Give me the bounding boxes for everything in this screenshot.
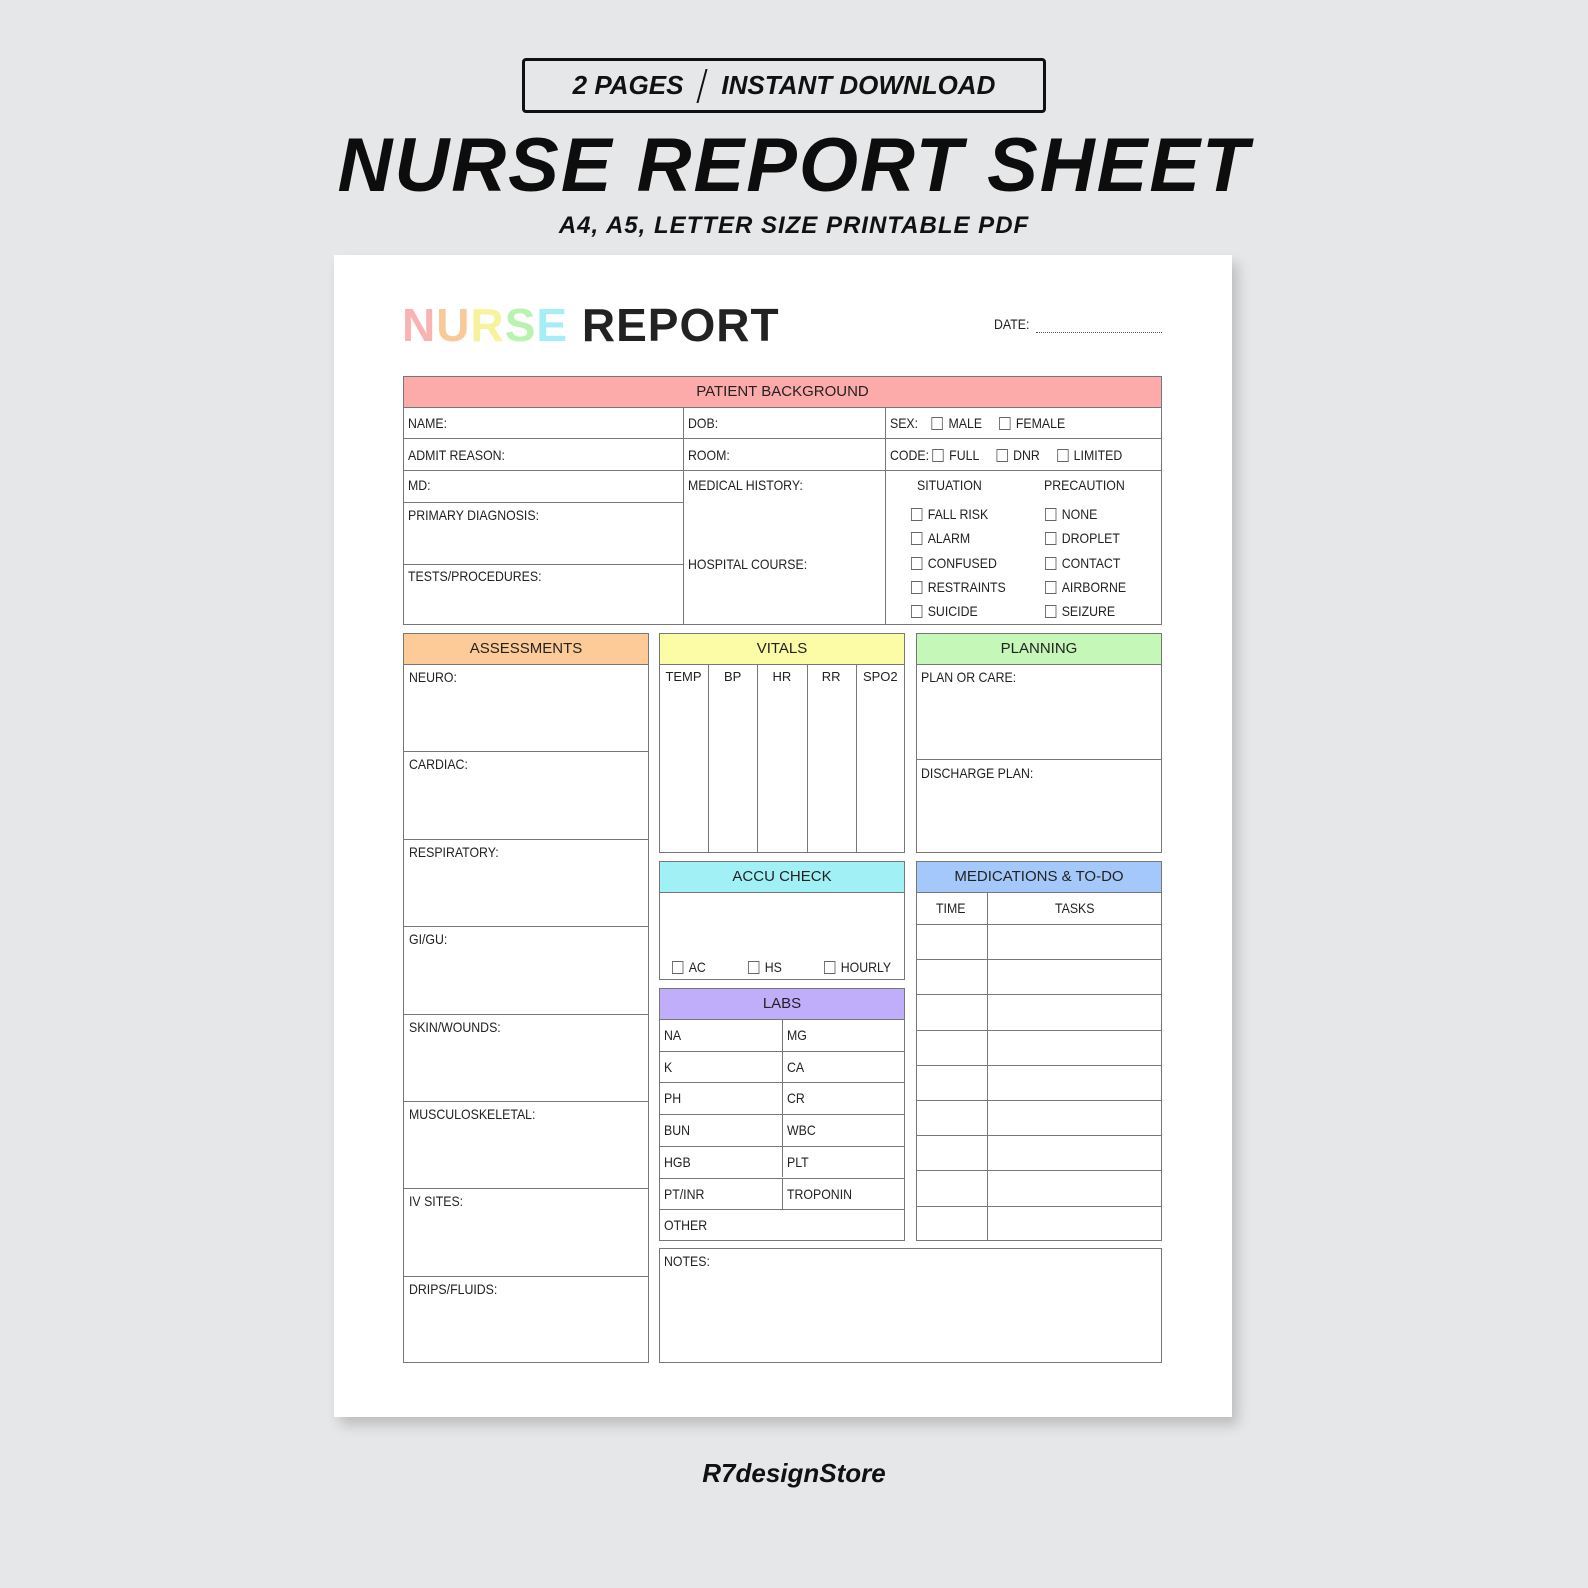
checkbox[interactable] [1045,508,1056,521]
logo-letter: S [504,299,537,351]
option-label: SUICIDE [927,603,978,620]
logo-letter: N [402,299,437,351]
logo-letter: E [536,299,569,351]
option-label: AIRBORNE [1061,578,1127,595]
dnr-label: DNR [1013,447,1040,463]
store-name: R7designStore [702,1458,886,1488]
product-title: NURSE REPORT SHEET [337,123,1251,208]
discharge-plan-field[interactable]: DISCHARGE PLAN: [921,765,1034,781]
assessment-field[interactable]: GI/GU: [409,931,448,948]
planning-header: PLANNING [916,633,1162,665]
logo-nurse [402,298,568,352]
medical-history-field[interactable]: MEDICAL HISTORY: [688,477,803,493]
lab-field[interactable]: PH [664,1090,682,1107]
divider [403,751,649,752]
primary-diagnosis-field[interactable]: PRIMARY DIAGNOSIS: [408,507,539,523]
labs-header: LABS [659,988,905,1020]
divider [782,1019,783,1051]
checkbox[interactable] [911,605,922,618]
assessment-field[interactable]: DRIPS/FLUIDS: [409,1280,498,1297]
divider [403,926,649,927]
checkbox[interactable] [1045,605,1056,618]
divider [782,1114,783,1146]
lab-field[interactable]: K [664,1058,673,1075]
divider [403,1014,649,1015]
tests-procedures-field[interactable]: TESTS/PROCEDURES: [408,568,542,584]
sex-text: SEX: [890,415,919,431]
time-column-header: TIME [936,900,966,916]
med-task-cell[interactable] [988,1101,1161,1134]
divider [403,1188,649,1189]
precaution-heading: PRECAUTION [1044,477,1125,493]
assessment-field[interactable]: CARDIAC: [409,756,468,773]
situation-option[interactable] [911,506,988,522]
patient-background-header: PATIENT BACKGROUND [403,376,1162,408]
checkbox[interactable] [1045,581,1056,594]
female-checkbox[interactable] [999,417,1010,430]
code-text: CODE: [890,447,930,463]
female-label: FEMALE [1015,415,1066,431]
full-label: FULL [949,447,980,463]
option-label: DROPLET [1061,530,1120,547]
lab-field[interactable]: NA [664,1027,682,1043]
divider [885,407,886,625]
divider [659,1209,905,1210]
option-label: HS [764,959,782,975]
admit-reason-field[interactable]: ADMIT REASON: [408,447,505,463]
room-field[interactable]: ROOM: [688,447,730,463]
divider [807,664,808,853]
option-label: SEIZURE [1061,603,1116,620]
med-task-cell[interactable] [988,1066,1161,1099]
lab-field[interactable]: HGB [664,1153,691,1170]
assessment-field[interactable]: IV SITES: [409,1193,464,1210]
assessments-header: ASSESSMENTS [403,633,649,665]
med-task-cell[interactable] [988,1171,1161,1204]
med-time-cell[interactable] [917,1031,986,1064]
divider [782,1082,783,1114]
lab-field[interactable]: PT/INR [664,1185,705,1202]
logo-letter: U [436,299,471,351]
lab-field[interactable]: PLT [787,1153,809,1170]
lab-field[interactable]: CR [787,1090,805,1107]
divider [856,664,857,853]
divider [757,664,758,853]
limited-label: LIMITED [1073,447,1123,463]
option-label: CONTACT [1061,554,1121,571]
divider [782,1178,783,1210]
divider [403,502,683,503]
md-field[interactable]: MD: [408,477,431,493]
date-label: DATE: [994,316,1030,332]
checkbox[interactable] [824,961,835,974]
logo-report: REPORT [581,299,780,351]
checkbox[interactable] [1045,557,1056,570]
med-time-cell[interactable] [917,1207,986,1240]
lab-field[interactable]: WBC [787,1122,816,1139]
med-time-cell[interactable] [917,1066,986,1099]
option-label: NONE [1061,506,1098,522]
checkbox[interactable] [1045,532,1056,545]
med-time-cell[interactable] [917,960,986,993]
precaution-option[interactable] [1045,506,1097,522]
precaution-option[interactable] [1045,579,1126,595]
vitals-column-bp[interactable]: BP [724,669,742,684]
pages-badge [522,58,1046,113]
precaution-option[interactable] [1045,555,1120,571]
divider [403,564,683,565]
accu-option[interactable] [824,959,891,975]
checkbox[interactable] [672,961,683,974]
date-field[interactable] [1036,332,1162,333]
option-label: FALL RISK [927,506,989,522]
divider [697,69,708,103]
tasks-column-header: TASKS [1055,900,1095,916]
med-task-cell[interactable] [988,995,1161,1028]
option-label: CONFUSED [927,554,997,571]
divider [403,839,649,840]
checkbox[interactable] [911,581,922,594]
divider [782,1051,783,1083]
logo-letter: R [470,299,505,351]
precaution-option[interactable] [1045,603,1115,619]
lab-field[interactable]: MG [787,1027,807,1043]
accu-check-header: ACCU CHECK [659,861,905,893]
med-time-cell[interactable] [917,995,986,1028]
med-time-cell[interactable] [917,1136,986,1169]
divider [403,1276,649,1277]
vitals-table [659,664,905,853]
assessment-field[interactable]: NEURO: [409,669,457,685]
situation-option[interactable] [911,530,970,546]
divider [683,407,684,625]
sheet-logo [402,298,780,352]
sex-label [890,415,1065,431]
hospital-course-field[interactable]: HOSPITAL COURSE: [688,556,808,572]
med-time-cell[interactable] [917,1101,986,1134]
full-checkbox[interactable] [932,449,943,462]
checkbox[interactable] [911,532,922,545]
vitals-header: VITALS [659,633,905,665]
situation-option[interactable] [911,579,1006,595]
notes-field[interactable] [659,1248,1162,1363]
vitals-column-spo2[interactable]: SPO2 [862,669,898,684]
option-label: ALARM [927,530,971,547]
name-field[interactable]: NAME: [408,415,448,431]
option-label: HOURLY [840,959,892,975]
checkbox[interactable] [911,508,922,521]
assessment-field[interactable]: MUSCULOSKELETAL: [409,1106,536,1122]
lab-field[interactable]: CA [787,1058,805,1075]
lab-other-field[interactable]: OTHER [664,1217,708,1234]
option-label: AC [688,959,706,975]
med-task-cell[interactable] [988,1207,1161,1240]
situation-option[interactable] [911,555,997,571]
assessment-field[interactable]: RESPIRATORY: [409,843,499,860]
male-checkbox[interactable] [932,417,943,430]
code-label [890,447,1122,463]
checkbox[interactable] [911,557,922,570]
precaution-option[interactable] [1045,530,1120,546]
med-task-cell[interactable] [988,925,1161,958]
plan-of-care-field[interactable]: PLAN OR CARE: [921,669,1017,685]
divider [916,759,1162,760]
vitals-column-temp[interactable]: TEMP [665,669,702,684]
lab-field[interactable]: TROPONIN [787,1185,853,1202]
notes-label: NOTES: [664,1253,710,1269]
download-text: INSTANT DOWNLOAD [721,70,996,100]
medications-header: MEDICATIONS & TO-DO [916,861,1162,893]
divider [403,470,1162,471]
dnr-checkbox[interactable] [996,449,1007,462]
accu-option[interactable] [748,959,782,975]
med-time-cell[interactable] [917,925,986,958]
assessment-field[interactable]: SKIN/WOUNDS: [409,1018,501,1035]
situation-option[interactable] [911,603,978,619]
situation-heading: SITUATION [917,477,982,493]
product-subtitle: A4, A5, LETTER SIZE PRINTABLE PDF [558,212,1030,239]
divider [782,1146,783,1178]
divider [403,438,1162,439]
med-task-cell[interactable] [988,1136,1161,1169]
lab-field[interactable]: BUN [664,1122,691,1139]
vitals-column-rr[interactable]: RR [821,669,841,684]
pages-text: 2 PAGES [572,70,684,100]
divider [708,664,709,853]
med-task-cell[interactable] [988,960,1161,993]
divider [403,1101,649,1102]
accu-option[interactable] [672,959,706,975]
option-label: RESTRAINTS [927,578,1006,595]
male-label: MALE [948,415,983,431]
med-time-cell[interactable] [917,1171,986,1204]
dob-field[interactable]: DOB: [688,415,719,431]
checkbox[interactable] [748,961,759,974]
limited-checkbox[interactable] [1057,449,1068,462]
vitals-column-hr[interactable]: HR [772,669,792,684]
med-task-cell[interactable] [988,1031,1161,1064]
